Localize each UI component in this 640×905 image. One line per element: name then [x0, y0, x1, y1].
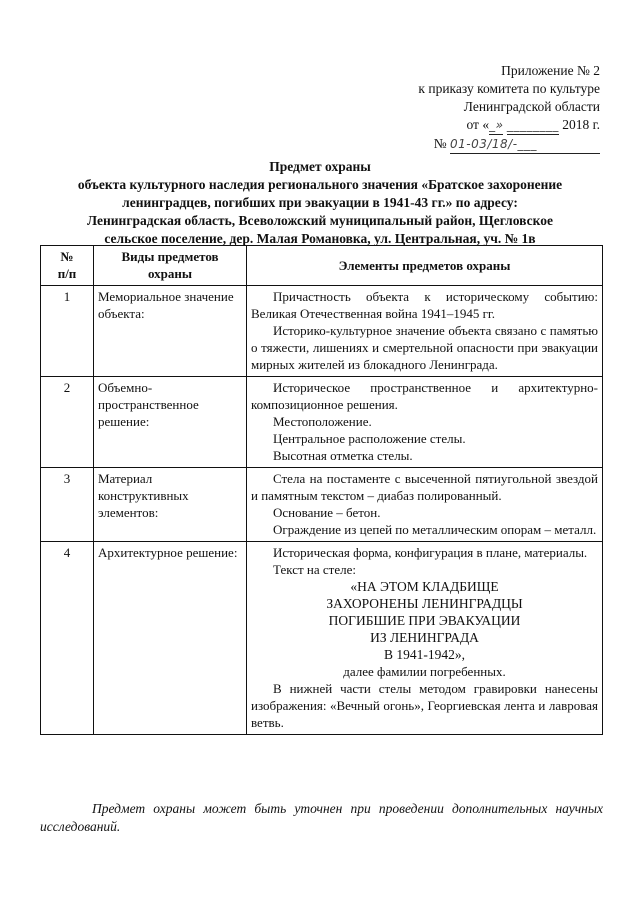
appendix-number — [418, 135, 600, 154]
row-type: Мемориальное значение объекта: — [94, 286, 247, 377]
header-number — [41, 246, 94, 286]
stele-inscription-line: ИЗ ЛЕНИНГРАДА — [370, 630, 479, 645]
element-text: Основание – бетон. — [273, 505, 381, 520]
table-row — [41, 468, 603, 542]
element-text: Местоположение. — [273, 414, 372, 429]
stele-inscription-line: ЗАХОРОНЕНЫ ЛЕНИНГРАДЦЫ — [326, 596, 523, 611]
element-text: Историческое пространственное и архитектурно-композиционное решения. — [251, 380, 598, 412]
appendix-order-ref: к приказу комитета по культуре — [418, 81, 600, 96]
element-text: В нижней части стелы методом гравировки нанесены изображения: «Вечный огонь», Георгиевская лента и лавровая ветвь. — [251, 681, 598, 730]
title-line-1: Предмет охраны — [269, 159, 371, 174]
stele-inscription-line: «НА ЭТОМ КЛАДБИЩЕ — [350, 579, 499, 594]
element-text: Высотная отметка стелы. — [273, 448, 413, 463]
appendix-date — [418, 116, 600, 135]
title-line-2: объекта культурного наследия регионального значения «Братское захоронение — [77, 177, 563, 192]
row-elements — [247, 542, 603, 735]
document-title — [40, 158, 600, 248]
element-text: Причастность объекта к историческому событию: Великая Отечественная война 1941–1945 гг. — [251, 289, 598, 321]
title-line-5: сельское поселение, дер. Малая Романовка, ул. Центральная, уч. № 1в — [104, 231, 536, 246]
row-number: 2 — [41, 377, 94, 468]
row-type: Материал конструктивных элементов: — [94, 468, 247, 542]
row-number: 3 — [41, 468, 94, 542]
row-number: 1 — [41, 286, 94, 377]
element-text: Стела на постаменте с высеченной пятиугольной звездой и памятным текстом – диабаз полированный. — [251, 471, 598, 503]
row-type: Объемно-пространственное решение: — [94, 377, 247, 468]
appendix-title: Приложение № 2 — [501, 63, 600, 78]
protection-table — [40, 245, 603, 735]
footer-note: Предмет охраны может быть уточнен при проведении дополнительных научных исследований. — [40, 801, 603, 834]
table-row — [41, 542, 603, 735]
table-header-row — [41, 246, 603, 286]
date-prefix: от « — [466, 117, 490, 132]
row-elements — [247, 286, 603, 377]
number-prefix: № — [433, 136, 447, 151]
row-elements — [247, 377, 603, 468]
table-row — [41, 377, 603, 468]
element-text: далее фамилии погребенных. — [343, 664, 506, 679]
title-line-3: ленинградцев, погибших при эвакуации в 1941-43 гг.» по адресу: — [122, 195, 518, 210]
element-text: Центральное расположение стелы. — [273, 431, 466, 446]
date-day: _» — [489, 116, 503, 135]
stele-inscription-line: В 1941-1942», — [384, 647, 465, 662]
header-number-line2: п/п — [57, 266, 77, 281]
row-number: 4 — [41, 542, 94, 735]
date-year: 2018 г. — [562, 117, 600, 132]
stele-inscription-line: ПОГИБШИЕ ПРИ ЭВАКУАЦИИ — [328, 613, 521, 628]
element-text: Историческая форма, конфигурация в плане, материалы. — [273, 545, 588, 560]
element-text: Текст на стеле: — [273, 562, 356, 577]
date-month: ________ — [507, 116, 559, 135]
table-row — [41, 286, 603, 377]
header-number-line1: № — [60, 249, 74, 264]
number-value: 01-03/18/-___ — [450, 135, 600, 154]
header-type-line2: охраны — [147, 266, 193, 281]
title-line-4: Ленинградская область, Всеволожский муниципальный район, Щегловское — [87, 213, 553, 228]
element-text: Историко-культурное значение объекта связано с памятью о тяжести, лишениях и смертельной опасности при эвакуации мирных жителей из блокадного Ленинграда. — [251, 323, 598, 372]
header-elements: Элементы предметов охраны — [247, 246, 603, 286]
header-type-line1: Виды предметов — [121, 249, 219, 264]
header-type — [94, 246, 247, 286]
appendix-region: Ленинградской области — [463, 99, 600, 114]
element-text: Ограждение из цепей по металлическим опорам – металл. — [273, 522, 597, 537]
row-type: Архитектурное решение: — [94, 542, 247, 735]
appendix-block — [418, 62, 600, 154]
row-elements — [247, 468, 603, 542]
